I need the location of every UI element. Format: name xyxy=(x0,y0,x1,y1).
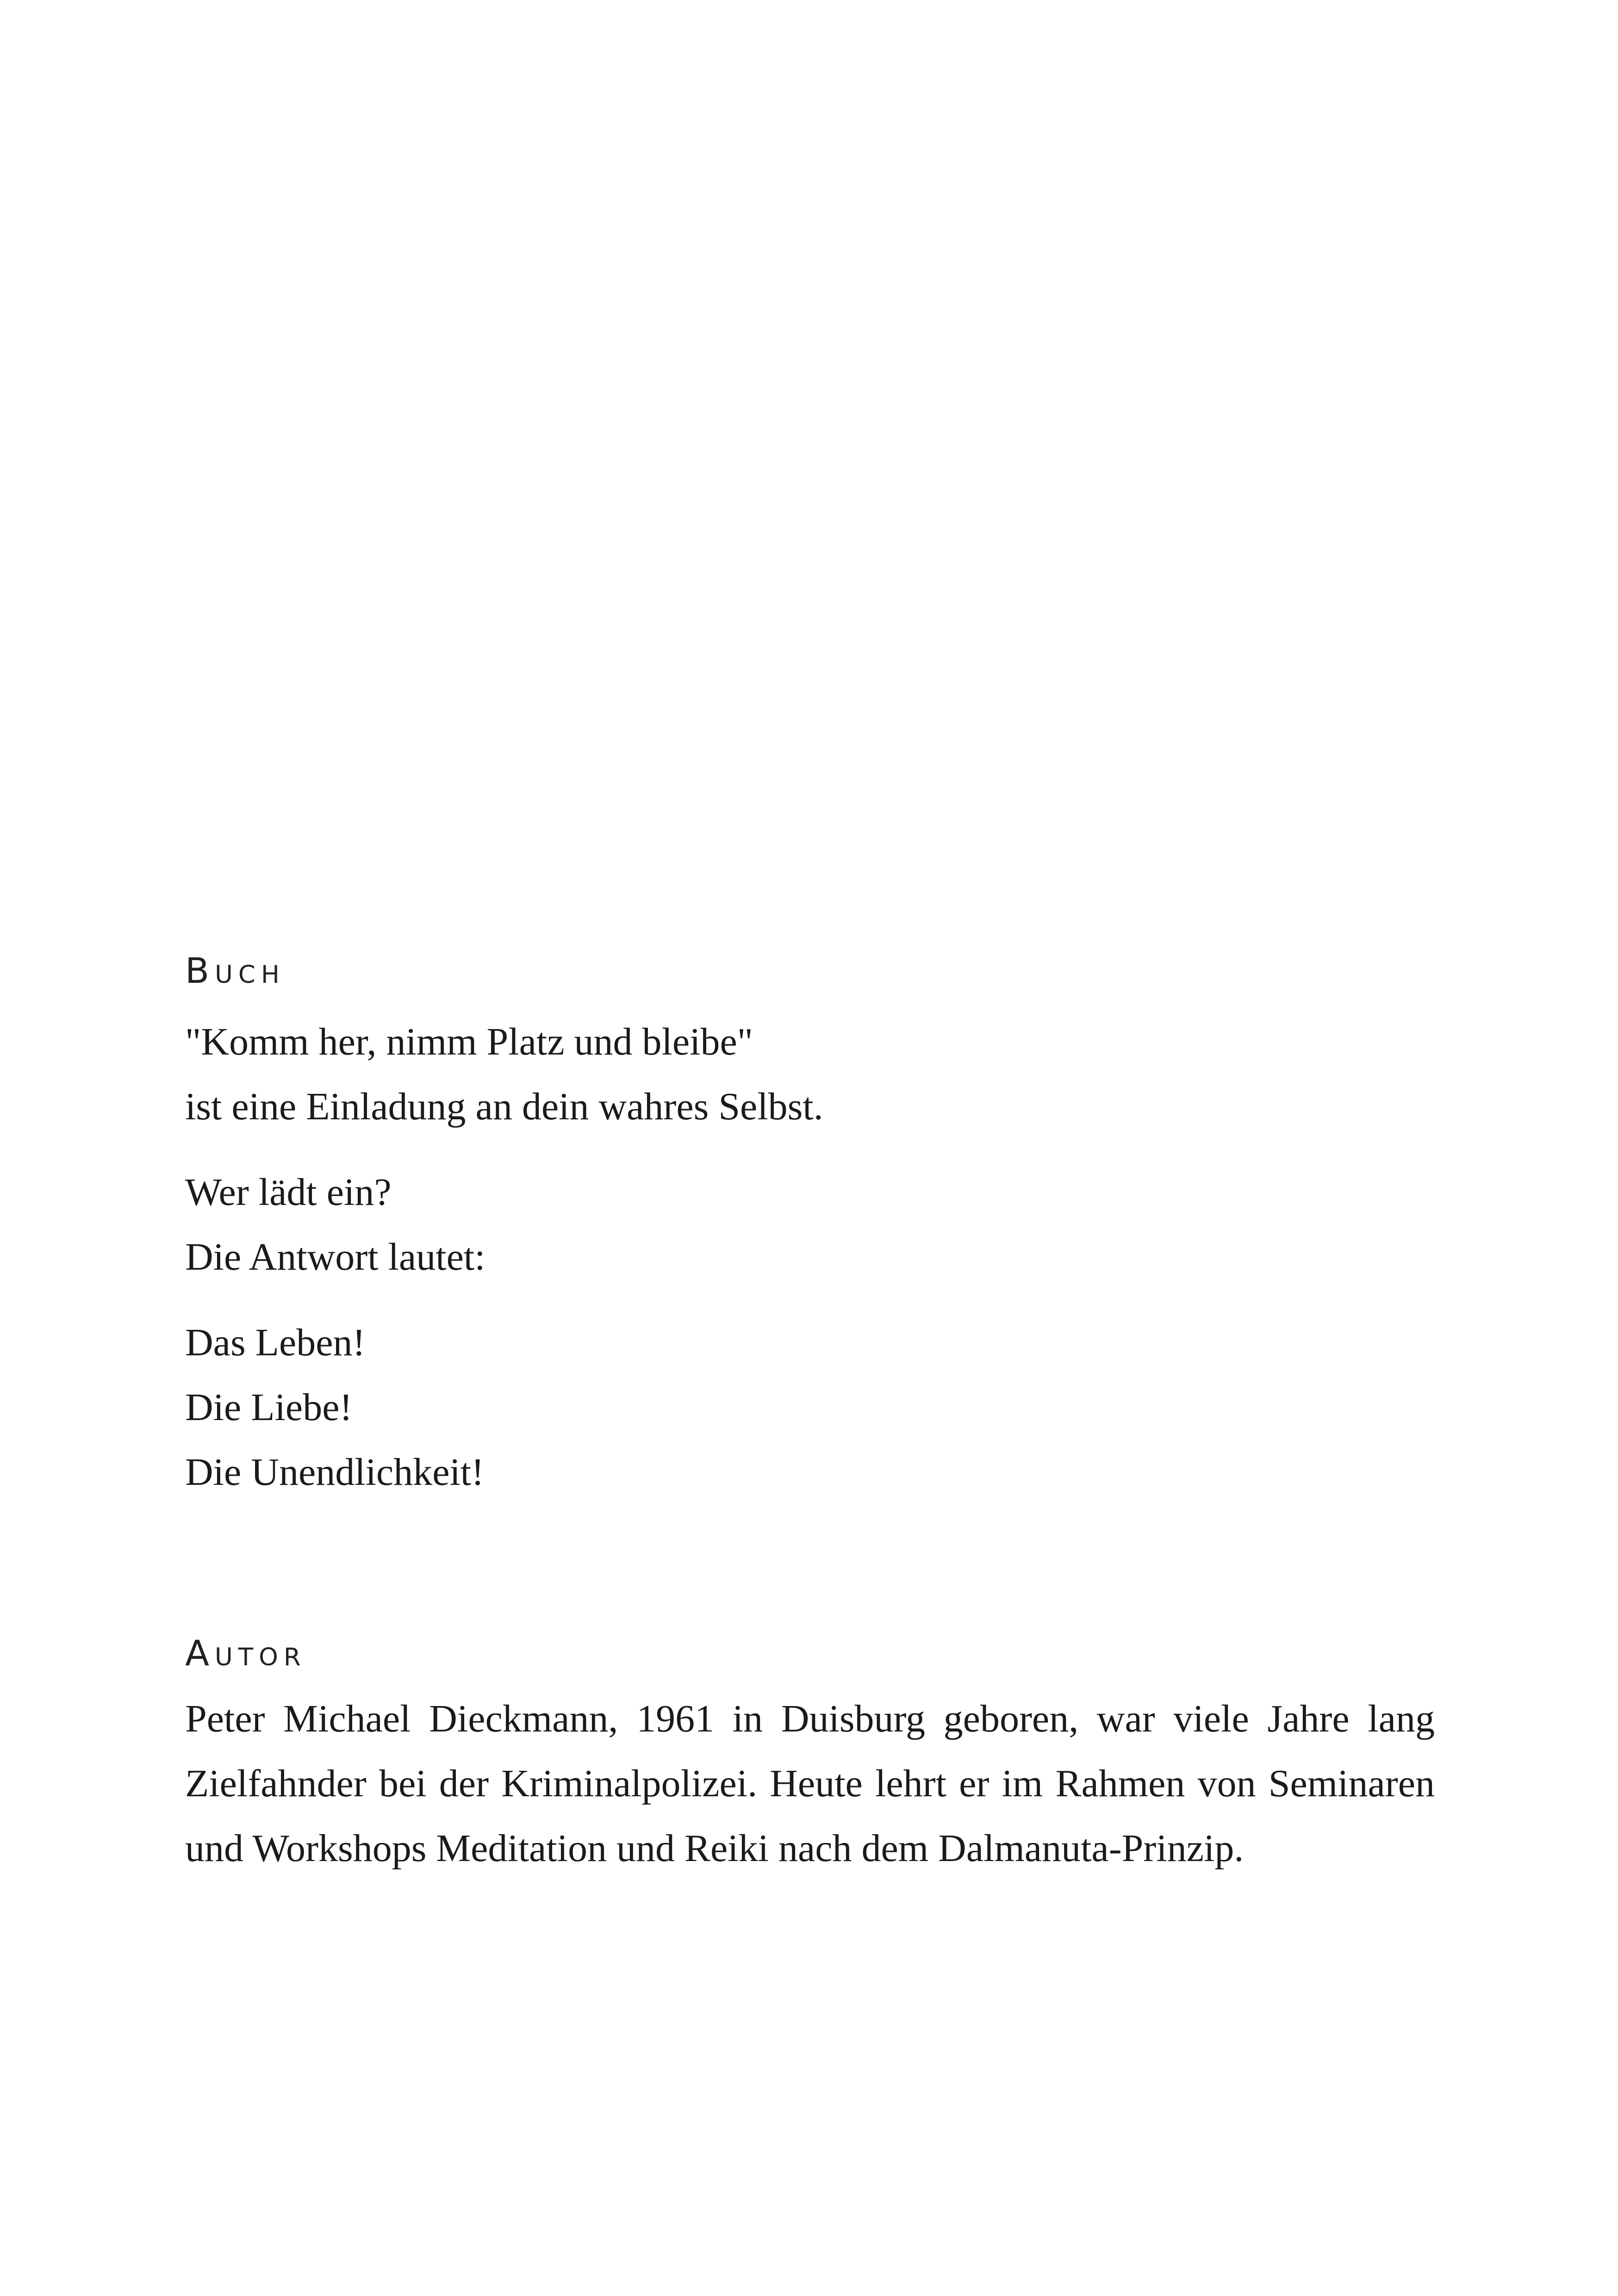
book-line: "Komm her, nimm Platz und bleibe" xyxy=(185,1020,753,1063)
book-line: Die Antwort lautet: xyxy=(185,1235,485,1278)
book-line: Wer lädt ein? xyxy=(185,1171,392,1214)
book-heading: Buch xyxy=(185,950,285,991)
book-line: ist eine Einladung an dein wahres Selbst. xyxy=(185,1085,823,1128)
book-line: Das Leben! xyxy=(185,1321,366,1364)
book-line: Die Unendlichkeit! xyxy=(185,1451,485,1494)
author-heading: Autor xyxy=(185,1632,306,1674)
author-bio: Peter Michael Dieckmann, 1961 in Duisburg geboren, war viele Jahre lang Zielfahnder bei der Kriminalpolizei. Heute lehrt er im Rahmen von Seminaren und Workshops Meditation und Reiki nach dem Dalmanuta-Prinzip. xyxy=(185,1697,1435,1870)
book-line: Die Liebe! xyxy=(185,1386,353,1429)
